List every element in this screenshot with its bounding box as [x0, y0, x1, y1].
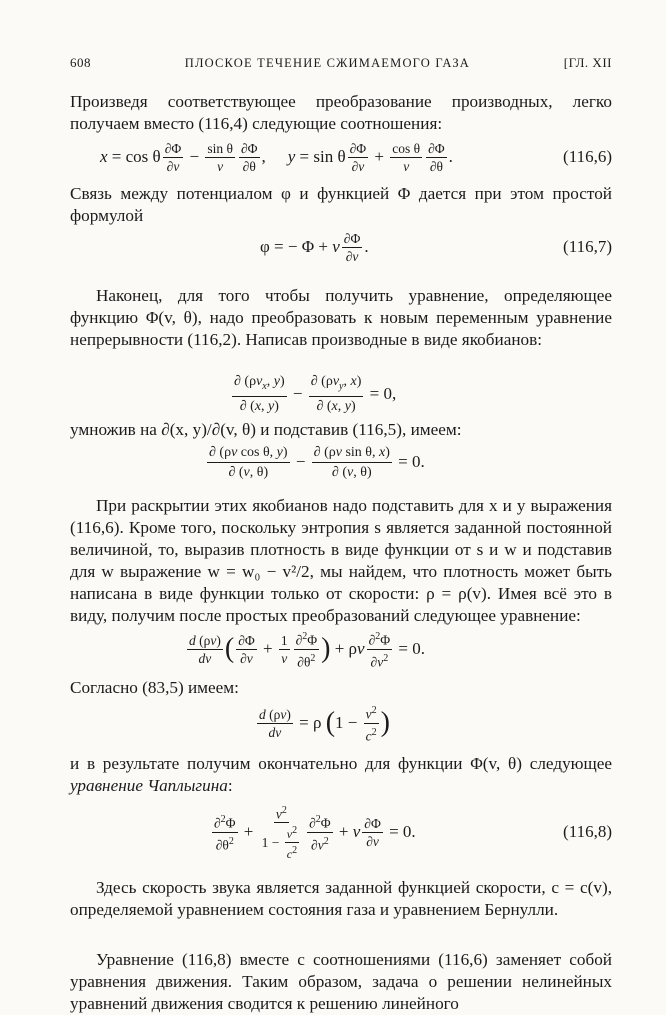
equation-116-6: x = cos θ $\frac{\partial\Phi}{\partial v}$ − $\frac{\text{sin θ}}{v}$ $\frac{\partial\Phi}{\partial\theta}$ , y = sin θ $\frac{\partial\Phi}{\partial v}$ + $\frac{\text{cos θ}}{v}$ $\frac{\partial\Phi}{\partial\theta}$ . (116,6)	[100, 140, 612, 174]
equation-jacobian-1: $\frac{\partial (\rho v_x, y)}{\partial (x, y)}$ − $\frac{\partial (\rho v_y, x)}{\partial (x, y)}$ = 0,	[234, 374, 397, 414]
paragraph-3: Наконец, для того чтобы получить уравнение, определяющее функцию Φ(v, θ), надо преобразовать к новым переменным уравнение непрерывности (116,2). Написав производные в виде якобианов:	[70, 286, 612, 349]
paragraph-4: умножив на ∂(x, y)/∂(v, θ) и подставив (116,5), имеем:	[70, 420, 462, 439]
paragraph-9: Уравнение (116,8) вместе с соотношениями (116,6) заменяет собой уравнения движения. Таким образом, задача о решении нелинейных уравнений движения сводится к решению линейного	[70, 950, 612, 1013]
paragraph-2: Связь между потенциалом φ и функцией Φ дается при этом простой формулой	[70, 184, 612, 225]
paragraph-8: Здесь скорость звука является заданной функцией скорости, c = c(v), определяемой уравнением состояния газа и уравнением Бернулли.	[70, 878, 612, 919]
running-header	[70, 55, 612, 77]
paragraph-1: Произведя соответствующее преобразование производных, легко получаем вместо (116,4) следующие соотношения:	[70, 92, 612, 133]
paragraph-7-text: и в результате получим окончательно для функции Φ(v, θ) следующее	[70, 754, 612, 773]
equation-drho-dv: $\frac{d (\rho v)}{dv}$ = ρ ( 1 − $\frac{v^2}{c^2}$ )	[259, 705, 390, 743]
paragraph-7-end: :	[227, 776, 233, 795]
paragraph-6: Согласно (83,5) имеем:	[70, 678, 239, 697]
equation-116-7: φ = − Φ + v $\frac{\partial\Phi}{\partial v}$ . (116,7)	[260, 230, 612, 264]
paragraph-5: При раскрытии этих якобианов надо подставить для x и y выражения (116,6). Кроме того, поскольку энтропия s является заданной постоянной величиной, то, выразив плотность в виде функции от s и w и подставив для w выражение w = w₀ − v²/2, мы найдем, что плотность может быть написана в виде функции только от скорости: ρ = ρ(v). Имея всё это в виду, получим после простых преобразований следующее уравнение:	[70, 496, 612, 625]
equation-number: (116,8)	[563, 822, 612, 841]
equation-number: (116,7)	[563, 237, 612, 256]
chaplygin-equation-term: уравнение Чаплыгина	[70, 776, 228, 795]
book-page	[70, 55, 612, 1015]
equation-number: (116,6)	[563, 147, 612, 166]
chapter-label: [ГЛ. XII	[563, 55, 612, 70]
running-title: ПЛОСКОЕ ТЕЧЕНИЕ СЖИМАЕМОГО ГАЗА	[184, 56, 471, 70]
equation-intermediate: $\frac{d (\rho v)}{dv}$ ( $\frac{\partial\Phi}{\partial v}$ + $\frac{1}{v}$ $\frac{\partial^2\Phi}{\partial\theta^2}$ ) + ρv $\frac{\partial^2\Phi}{\partial v^2}$ = 0.	[189, 631, 425, 669]
equation-jacobian-2: $\frac{\text{∂ (ρv cos θ, y)}}{\partial (v, \theta)}$ − $\frac{\text{∂ (ρv sin θ, x)}}{\partial (v, \theta)}$ = 0.	[209, 444, 425, 480]
equation-116-8: $\frac{\partial^2\Phi}{\partial\theta^2}$ + $v^2$ 1 − $\frac{v^2}{c^2}$ $\frac{\partial^2\Phi}{\partial v^2}$ + v $\frac{\partial\Phi}{\partial v}$ = 0. (116,8)	[214, 804, 612, 862]
paragraph-7	[70, 753, 612, 797]
page-number: 608	[70, 55, 91, 70]
